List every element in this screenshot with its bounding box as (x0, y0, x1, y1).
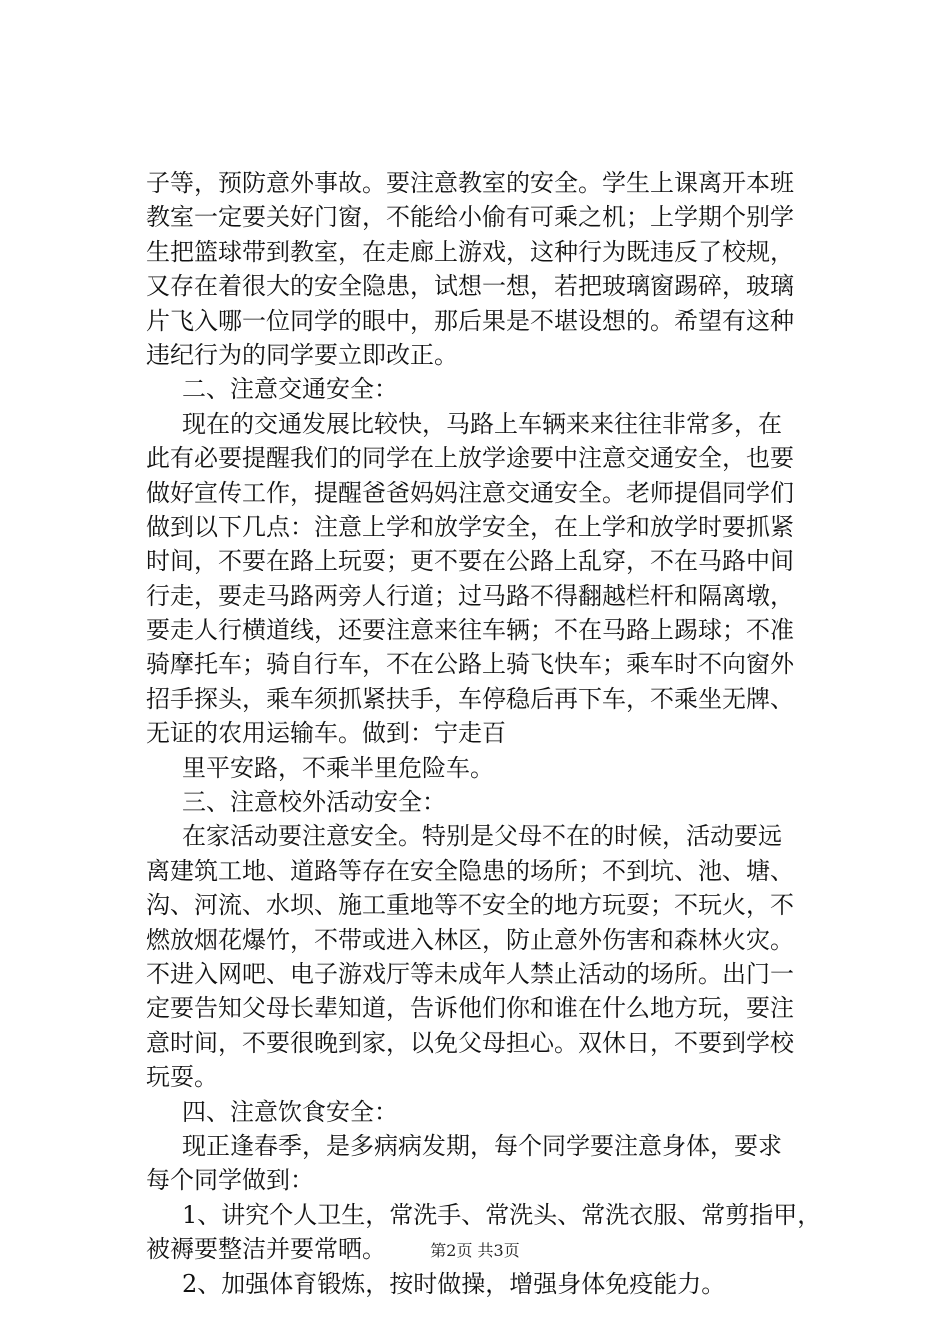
text-line: 违纪行为的同学要立即改正。 (146, 340, 458, 369)
text-line: 教室一定要关好门窗，不能给小偷有可乘之机；上学期个别学 (146, 203, 794, 232)
text-line: 定要告知父母长辈知道，告诉他们你和谁在什么地方玩，要注 (146, 994, 794, 1023)
text-line: 被褥要整洁并要常晒。 (146, 1235, 386, 1264)
text-line: 招手探头，乘车须抓紧扶手，车停稳后再下车，不乘坐无牌、 (146, 684, 794, 713)
text-line: 在家活动要注意安全。特别是父母不在的时候，活动要远 (182, 822, 782, 851)
text-line: 二、注意交通安全： (182, 375, 398, 404)
document-body (146, 166, 836, 1301)
text-line: 里平安路，不乘半里危险车。 (182, 753, 494, 782)
text-line: 做好宣传工作，提醒爸爸妈妈注意交通安全。老师提倡同学们 (146, 478, 794, 507)
text-line: 现在的交通发展比较快，马路上车辆来来往往非常多，在 (182, 409, 782, 438)
text-line: 离建筑工地、道路等存在安全隐患的场所；不到坑、池、塘、 (146, 856, 794, 885)
text-line: 骑摩托车；骑自行车，不在公路上骑飞快车；乘车时不向窗外 (146, 650, 794, 679)
text-line: 现正逢春季，是多病病发期，每个同学要注意身体，要求 (182, 1131, 782, 1160)
text-line: 子等，预防意外事故。要注意教室的安全。学生上课离开本班 (146, 169, 794, 197)
text-line: 沟、河流、水坝、施工重地等不安全的地方玩耍；不玩火，不 (146, 891, 794, 920)
text-line: 做到以下几点：注意上学和放学安全，在上学和放学时要抓紧 (146, 512, 794, 541)
text-line: 又存在着很大的安全隐患，试想一想，若把玻璃窗踢碎，玻璃 (146, 272, 794, 301)
text-line: 2、加强体育锻炼，按时做操，增强身体免疫能力。 (182, 1269, 726, 1298)
text-line: 此有必要提醒我们的同学在上放学途要中注意交通安全，也要 (146, 444, 794, 473)
text-line: 1、讲究个人卫生，常洗手、常洗头、常洗衣服、常剪指甲， (182, 1200, 822, 1229)
page-footer: 第2页 共3页 (430, 1241, 520, 1260)
text-line: 时间，不要在路上玩耍；更不要在公路上乱穿，不在马路中间 (146, 547, 794, 576)
text-line: 生把篮球带到教室，在走廊上游戏，这种行为既违反了校规， (146, 237, 794, 266)
text-line: 行走，要走马路两旁人行道；过马路不得翻越栏杆和隔离墩， (146, 581, 794, 610)
text-line: 要走人行横道线，还要注意来往车辆；不在马路上踢球；不准 (146, 616, 794, 645)
text-line: 每个同学做到： (146, 1166, 314, 1195)
text-line: 片飞入哪一位同学的眼中，那后果是不堪设想的。希望有这种 (146, 306, 794, 335)
text-line: 玩耍。 (146, 1063, 218, 1092)
text-line: 四、注意饮食安全： (182, 1097, 398, 1126)
text-line: 燃放烟花爆竹，不带或进入林区，防止意外伤害和森林火灾。 (146, 925, 794, 954)
text-line: 意时间，不要很晚到家，以免父母担心。双休日，不要到学校 (146, 1028, 794, 1057)
text-line: 三、注意校外活动安全： (182, 788, 446, 817)
text-line: 不进入网吧、电子游戏厅等未成年人禁止活动的场所。出门一 (146, 959, 794, 988)
text-line: 无证的农用运输车。做到：宁走百 (146, 719, 506, 748)
